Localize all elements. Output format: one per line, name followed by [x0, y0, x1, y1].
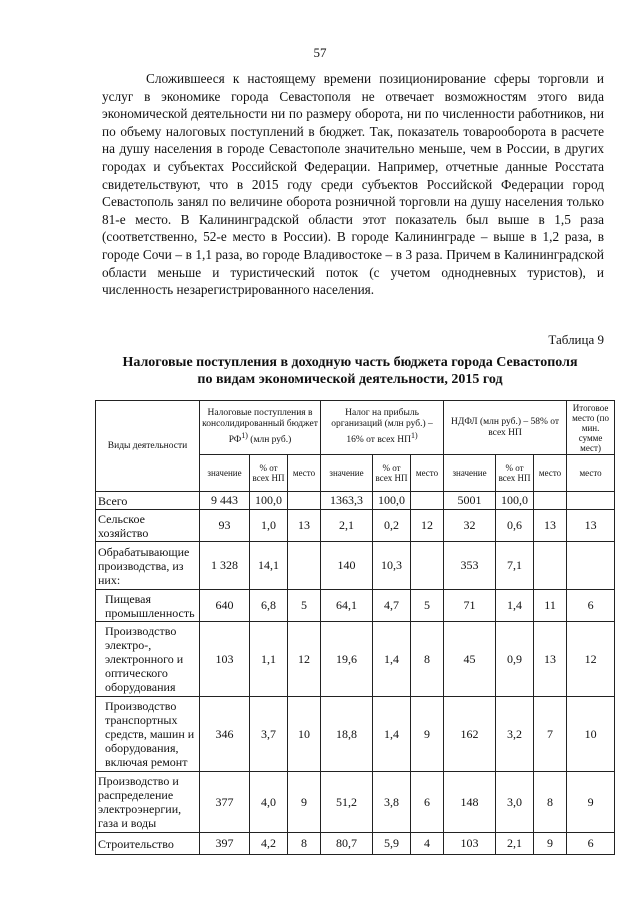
header-sub-value: значение — [200, 455, 250, 492]
cell: 6 — [411, 772, 444, 833]
cell: 6,8 — [250, 590, 288, 622]
row-label: Строительство — [96, 833, 200, 855]
cell: 4,0 — [250, 772, 288, 833]
header-final-place: Итоговое место (по мин. сумме мест) — [567, 401, 615, 455]
header-sub-final-place: место — [567, 455, 615, 492]
header-group-ndfl: НДФЛ (млн руб.) – 58% от всех НП — [444, 401, 567, 455]
cell: 397 — [200, 833, 250, 855]
row-label: Пищевая промышленность — [96, 590, 200, 622]
cell: 9 — [288, 772, 321, 833]
cell: 8 — [288, 833, 321, 855]
cell: 346 — [200, 697, 250, 772]
cell: 5 — [411, 590, 444, 622]
cell: 3,7 — [250, 697, 288, 772]
cell: 14,1 — [250, 542, 288, 590]
footnote-mark: 1) — [241, 431, 248, 441]
header-sub-value: значение — [321, 455, 373, 492]
cell: 4 — [411, 833, 444, 855]
cell: 5,9 — [373, 833, 411, 855]
cell: 13 — [288, 510, 321, 542]
table-row — [96, 772, 615, 833]
row-label: Обрабатывающие производства, из них: — [96, 542, 200, 590]
cell: 140 — [321, 542, 373, 590]
cell: 2,1 — [321, 510, 373, 542]
cell: 9 — [534, 833, 567, 855]
row-label: Всего — [96, 492, 200, 510]
cell: 103 — [200, 622, 250, 697]
cell: 353 — [444, 542, 496, 590]
cell: 11 — [534, 590, 567, 622]
cell: 6 — [567, 833, 615, 855]
cell: 18,8 — [321, 697, 373, 772]
cell: 0,9 — [496, 622, 534, 697]
cell: 3,0 — [496, 772, 534, 833]
row-label: Производство и распределение электроэнергии, газа и воды — [96, 772, 200, 833]
cell: 71 — [444, 590, 496, 622]
cell: 100,0 — [250, 492, 288, 510]
body-paragraph: Сложившееся к настоящему времени позиционирование сферы торговли и услуг в экономике города Севастополя не отвечает возможностям этого вида экономической деятельности ни по размеру оборота, ни по численности работников, ни по объему налоговых поступлений в бюджет. Так, показатель товарооборота в расчете на душу населения в городе Севастополе значительно меньше, чем в России, в других городах и субъектах Российской Федерации. Например, отчетные данные Росстата свидетельствуют, что в 2015 году среди субъектов Российской Федерации город Севастополь занял по величине оборота розничной торговли на душу населения только 81-е место. В Калининградской области этот показатель был выше в 1,5 раза (соответственно, 52-е место в России). В городе Калининграде – выше в 1,2 раза, в городе Сочи – в 1,1 раза, во городе Владивостоке – в 3 раза. Причем в Калининградской области меньше и туристический поток (с учетом однодневных туристов), и численность незарегистрированного населения. — [102, 71, 604, 298]
header-group-profit-tax-text: Налог на прибыль организаций (млн руб.) – 16% от всех НП — [331, 408, 433, 446]
table-title-line1: Налоговые поступления в доходную часть бюджета города Севастополя — [122, 355, 578, 370]
cell — [288, 542, 321, 590]
row-label: Сельское хозяйство — [96, 510, 200, 542]
header-group-profit-tax — [321, 401, 444, 455]
cell: 10 — [288, 697, 321, 772]
cell: 1 328 — [200, 542, 250, 590]
header-group-consolidated-unit: (млн руб.) — [247, 435, 292, 446]
table-row — [96, 697, 615, 772]
cell: 6 — [567, 590, 615, 622]
cell — [411, 492, 444, 510]
cell — [567, 492, 615, 510]
header-activity: Виды деятельности — [96, 401, 200, 492]
table-row — [96, 590, 615, 622]
row-label: Производство транспортных средств, машин и оборудования, включая ремонт — [96, 697, 200, 772]
cell: 162 — [444, 697, 496, 772]
cell: 80,7 — [321, 833, 373, 855]
cell: 100,0 — [496, 492, 534, 510]
cell: 3,2 — [496, 697, 534, 772]
cell: 100,0 — [373, 492, 411, 510]
header-group-consolidated-text: Налоговые поступления в консолидированный бюджет РФ — [202, 408, 318, 446]
cell: 148 — [444, 772, 496, 833]
header-sub-place: место — [534, 455, 567, 492]
cell: 64,1 — [321, 590, 373, 622]
header-sub-place: место — [411, 455, 444, 492]
table-row — [96, 542, 615, 590]
cell: 45 — [444, 622, 496, 697]
cell: 5001 — [444, 492, 496, 510]
cell: 0,2 — [373, 510, 411, 542]
cell — [567, 542, 615, 590]
header-sub-pct: % от всех НП — [373, 455, 411, 492]
cell: 1,4 — [496, 590, 534, 622]
cell: 4,2 — [250, 833, 288, 855]
cell: 93 — [200, 510, 250, 542]
header-sub-pct: % от всех НП — [496, 455, 534, 492]
row-label: Производство электро-, электронного и оптического оборудования — [96, 622, 200, 697]
cell: 7,1 — [496, 542, 534, 590]
table-row — [96, 833, 615, 855]
cell: 5 — [288, 590, 321, 622]
cell: 32 — [444, 510, 496, 542]
footnote-mark-2: 1) — [411, 431, 418, 441]
cell: 1,4 — [373, 697, 411, 772]
cell: 640 — [200, 590, 250, 622]
cell: 13 — [534, 510, 567, 542]
cell: 1,1 — [250, 622, 288, 697]
cell: 8 — [534, 772, 567, 833]
header-sub-pct: % от всех НП — [250, 455, 288, 492]
table-title — [60, 354, 640, 388]
cell: 9 443 — [200, 492, 250, 510]
page-number: 57 — [313, 45, 327, 60]
cell: 13 — [534, 622, 567, 697]
cell: 13 — [567, 510, 615, 542]
tax-revenue-table — [95, 400, 615, 855]
cell: 10,3 — [373, 542, 411, 590]
cell: 1363,3 — [321, 492, 373, 510]
cell — [411, 542, 444, 590]
cell: 12 — [411, 510, 444, 542]
cell: 7 — [534, 697, 567, 772]
cell: 9 — [411, 697, 444, 772]
cell: 19,6 — [321, 622, 373, 697]
cell: 377 — [200, 772, 250, 833]
header-sub-place: место — [288, 455, 321, 492]
cell: 51,2 — [321, 772, 373, 833]
cell: 12 — [567, 622, 615, 697]
table-title-line2: по видам экономической деятельности, 2015 год — [197, 372, 503, 387]
cell: 10 — [567, 697, 615, 772]
table-row — [96, 510, 615, 542]
cell: 4,7 — [373, 590, 411, 622]
cell: 8 — [411, 622, 444, 697]
cell — [534, 542, 567, 590]
header-sub-value: значение — [444, 455, 496, 492]
table-caption: Таблица 9 — [548, 332, 604, 347]
cell — [288, 492, 321, 510]
table-row — [96, 622, 615, 697]
cell — [534, 492, 567, 510]
cell: 0,6 — [496, 510, 534, 542]
cell: 1,4 — [373, 622, 411, 697]
cell: 2,1 — [496, 833, 534, 855]
header-group-consolidated — [200, 401, 321, 455]
cell: 9 — [567, 772, 615, 833]
cell: 1,0 — [250, 510, 288, 542]
table-row — [96, 492, 615, 510]
cell: 3,8 — [373, 772, 411, 833]
cell: 103 — [444, 833, 496, 855]
cell: 12 — [288, 622, 321, 697]
